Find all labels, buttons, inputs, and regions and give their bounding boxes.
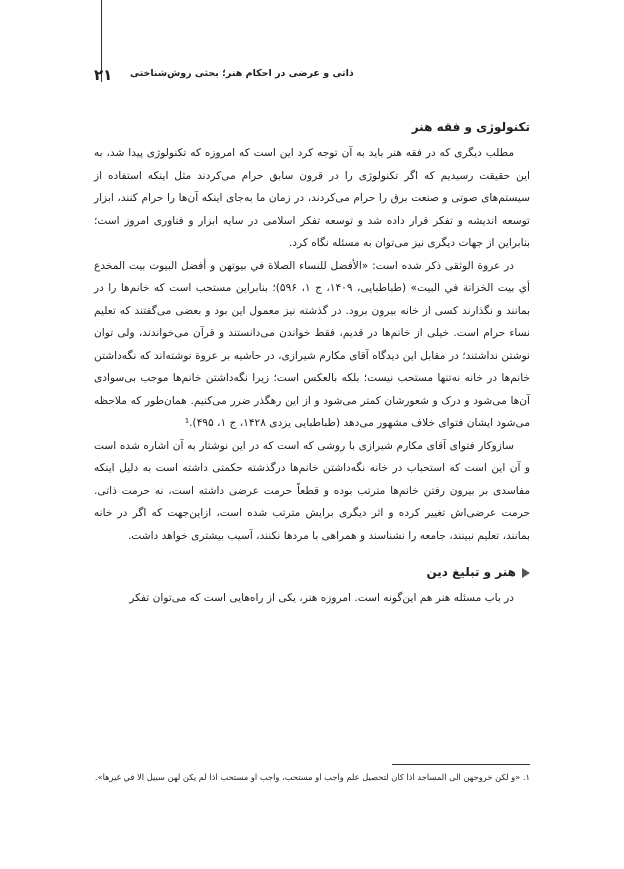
triangle-bullet-icon <box>522 568 530 578</box>
running-head: ذاتی و عرضی در احکام هنر؛ بحثی روش‌شناختی <box>130 68 354 79</box>
paragraph: در باب مسئله هنر هم این‌گونه است. امروزه هنر، یکی از راه‌هایی است که می‌توان تفکر <box>129 592 514 604</box>
section-title-technology: تکنولوژی و فقه هنر <box>411 120 530 134</box>
footnote: ۱. «و لكن خروجهن الى المساجد اذا كان لتحصيل علم واجب او مستحب، واجب او مستحب اذا لم يكن لهن سبيل الا في غيرها». <box>94 772 530 782</box>
section-heading-art-religion <box>94 563 530 581</box>
paragraph: در عروة الوثقی ذکر شده است: «الأفضل للنساء الصلاة في بيوتهن و أفضل البيوت بيت المخدع أي بيت الخزانة في البيت» (طباطبایی، ۱۴۰۹، ج ۱، ۵۹۶)؛ بنابراین مستحب است که خانم‌ها را در بمانند و نگذارند کسی از خانه بیرون برود. در گذشته نیز معمول این بود و بعضی می‌گفتند که تعلیم نساء حرام است. خیلی از خانم‌ها در قدیم، فقط خواندن می‌دانستند و قرآن می‌خواندند، ولی توان نوشتن نداشتند؛ در مقابل این دیدگاه آقای مکارم شیرازی، در حاشیه بر عروة نوشته‌اند که نگه‌داشتن خانم‌ها در خانه نه‌تنها مستحب نیست؛ بلکه بالعکس است؛ زیرا نگه‌داشتن خانم‌ها موجب بی‌سوادی آن‌ها می‌شود و درک و شعورشان کمتر می‌شود و از این رهگذر ضرر می‌کنیم. همان‌طور که ملاحظه می‌شود ایشان فتوای خلاف مشهور می‌دهد (طباطبایی یزدی ۱۴۲۸، ج ۱، ۴۹۵).¹ <box>94 259 530 429</box>
main-content <box>94 118 530 610</box>
footnote-divider <box>392 764 530 765</box>
paragraph: سازوکار فتوای آقای مکارم شیرازی با روشی که است که در این نوشتار به آن اشاره شده است و آن این است که استحباب در خانه نگه‌داشتن خانم‌ها درگذشته حکمتی داشته است به دلیل اینکه مفاسدی بر بیرون رفتن خانم‌ها مترتب بوده و قطعاً حرمت عرضی داشته است، نه حرمت ذاتی. حرمت عرضی‌اش تغییر کرده و اثر دیگری برایش مترتب شده است، ازاین‌جهت که اگر در خانه بمانند، تعلیم نبینند، جامعه را نشناسند و همراهی با مردها نکنند، آسیب بیشتری خواهد داشت. <box>94 439 530 542</box>
paragraph: مطلب دیگری که در فقه هنر باید به آن توجه کرد این است که امروزه که تکنولوژی پیدا شد، به این حقیقت رسیدیم که اگر تکنولوژی را در قرون سابق حرام می‌کردند مثل اینکه استفاده از سیستم‌های صوتی و صنعت برق را حرام می‌کردند، در زمان ما به‌جای اینکه آن‌ها را حرام کنند، ابزار توسعه اندیشه و تفکر قرار داده شد و توسعه تفکر اسلامی در سایه ابزار و فناوری امروز است؛ بنابراین از جهات دیگری نیز می‌توان به مسئله نگاه کرد. <box>94 147 530 249</box>
page-number: ۲۱ <box>94 66 113 84</box>
section-title-art-religion: هنر و تبلیغ دین <box>426 565 516 579</box>
page-header <box>0 66 624 90</box>
